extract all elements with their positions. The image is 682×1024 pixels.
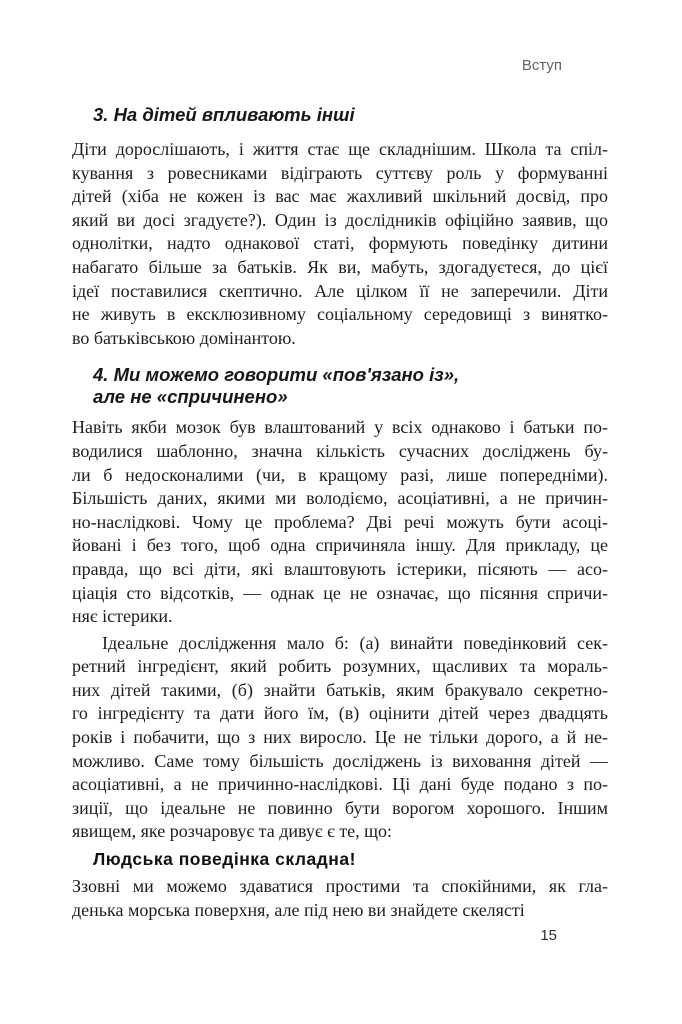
section-4-heading-line-1: 4. Ми можемо говорити «пов'язано із», <box>93 364 460 386</box>
text-line: який ви досі згадуєте?). Один із дослідників офіційно заявив, що <box>72 209 608 230</box>
text-line: кування з ровесниками відіграють суттєву роль у формуванні <box>72 162 608 183</box>
text-line: набагато більше за батьків. Як ви, мабуть, здогадуєтеся, до цієї <box>72 256 608 277</box>
text-line: не живуть в ексклюзивному соціальному середовищі з винятко- <box>72 304 608 325</box>
section-3-heading: 3. На дітей впливають інші <box>93 104 355 125</box>
text-line: асоціативні, а не причинно-наслідкові. Ці дані буде подано з по- <box>72 774 608 795</box>
section-3-paragraph <box>72 138 608 350</box>
page-number: 15 <box>540 927 557 944</box>
running-head: Вступ <box>521 57 562 74</box>
text-line: денька морська поверхня, але під нею ви знайдете скелясті <box>72 899 525 920</box>
text-line: ідеї поставилися скептично. Але цілком її не заперечили. Діти <box>72 280 608 301</box>
text-column <box>72 104 608 922</box>
text-line: Ззовні ми можемо здаватися простими та спокійними, як гла- <box>72 876 608 897</box>
text-line: го інгредієнту та дати його їм, (в) оцінити дітей через двадцять <box>72 703 608 724</box>
section-4-heading <box>72 364 608 408</box>
closing-paragraph <box>72 875 608 922</box>
text-line: зиції, що ідеальне не повинно бути ворогом хорошого. Іншим <box>72 797 608 818</box>
subheading-human-behavior: Людська поведінка складна! <box>93 849 356 870</box>
section-4-paragraph-2 <box>72 632 608 844</box>
text-line: років і побачити, що з них виросло. Це не тільки дорого, а й не- <box>72 727 608 748</box>
text-line: Навіть якби мозок був влаштований у всіх однаково і батьки по- <box>72 417 608 438</box>
text-line: йовані і без того, щоб одна спричиняла іншу. Для прикладу, це <box>72 535 608 556</box>
text-line: них дітей такими, (б) знайти батьків, яким бракувало секретно- <box>72 679 608 700</box>
text-line: правда, що всі діти, які влаштовують істерики, пісяють — асо- <box>72 558 608 579</box>
section-4-paragraph-1 <box>72 416 608 628</box>
text-line: няє істерики. <box>72 606 173 627</box>
text-line: ретний інгредієнт, який робить розумних, щасливих та мораль- <box>72 656 608 677</box>
section-4-heading-line-2: але не «спричинено» <box>93 386 288 408</box>
text-line: но-наслідкові. Чому це проблема? Дві речі можуть бути асоці- <box>72 511 608 532</box>
text-line: Ідеальне дослідження мало б: (а) винайти поведінковий сек- <box>102 632 608 653</box>
text-line: можливо. Саме тому більшість досліджень із виховання дітей — <box>72 750 608 771</box>
text-line: водилися шаблонно, значна кількість сучасних досліджень бу- <box>72 440 608 461</box>
text-line: во батьківською домінантою. <box>72 327 296 348</box>
text-line: ціація сто відсотків, — однак це не означає, що пісяння спричи- <box>72 582 608 603</box>
text-line: явищем, яке розчаровує та дивує є те, що: <box>72 821 393 842</box>
text-line: Більшість даних, якими ми володіємо, асоціативні, а не причин- <box>72 488 608 509</box>
text-line: Діти дорослішають, і життя стає ще складнішим. Школа та спіл- <box>72 139 608 159</box>
text-line: однолітки, надто однакової статі, формують поведінку дитини <box>72 233 608 254</box>
text-line: ли б недосконалими (чи, в кращому разі, лише попередніми). <box>72 464 608 485</box>
text-line: дітей (хіба не кожен із вас має жахливий шкільний досвід, про <box>72 186 608 207</box>
